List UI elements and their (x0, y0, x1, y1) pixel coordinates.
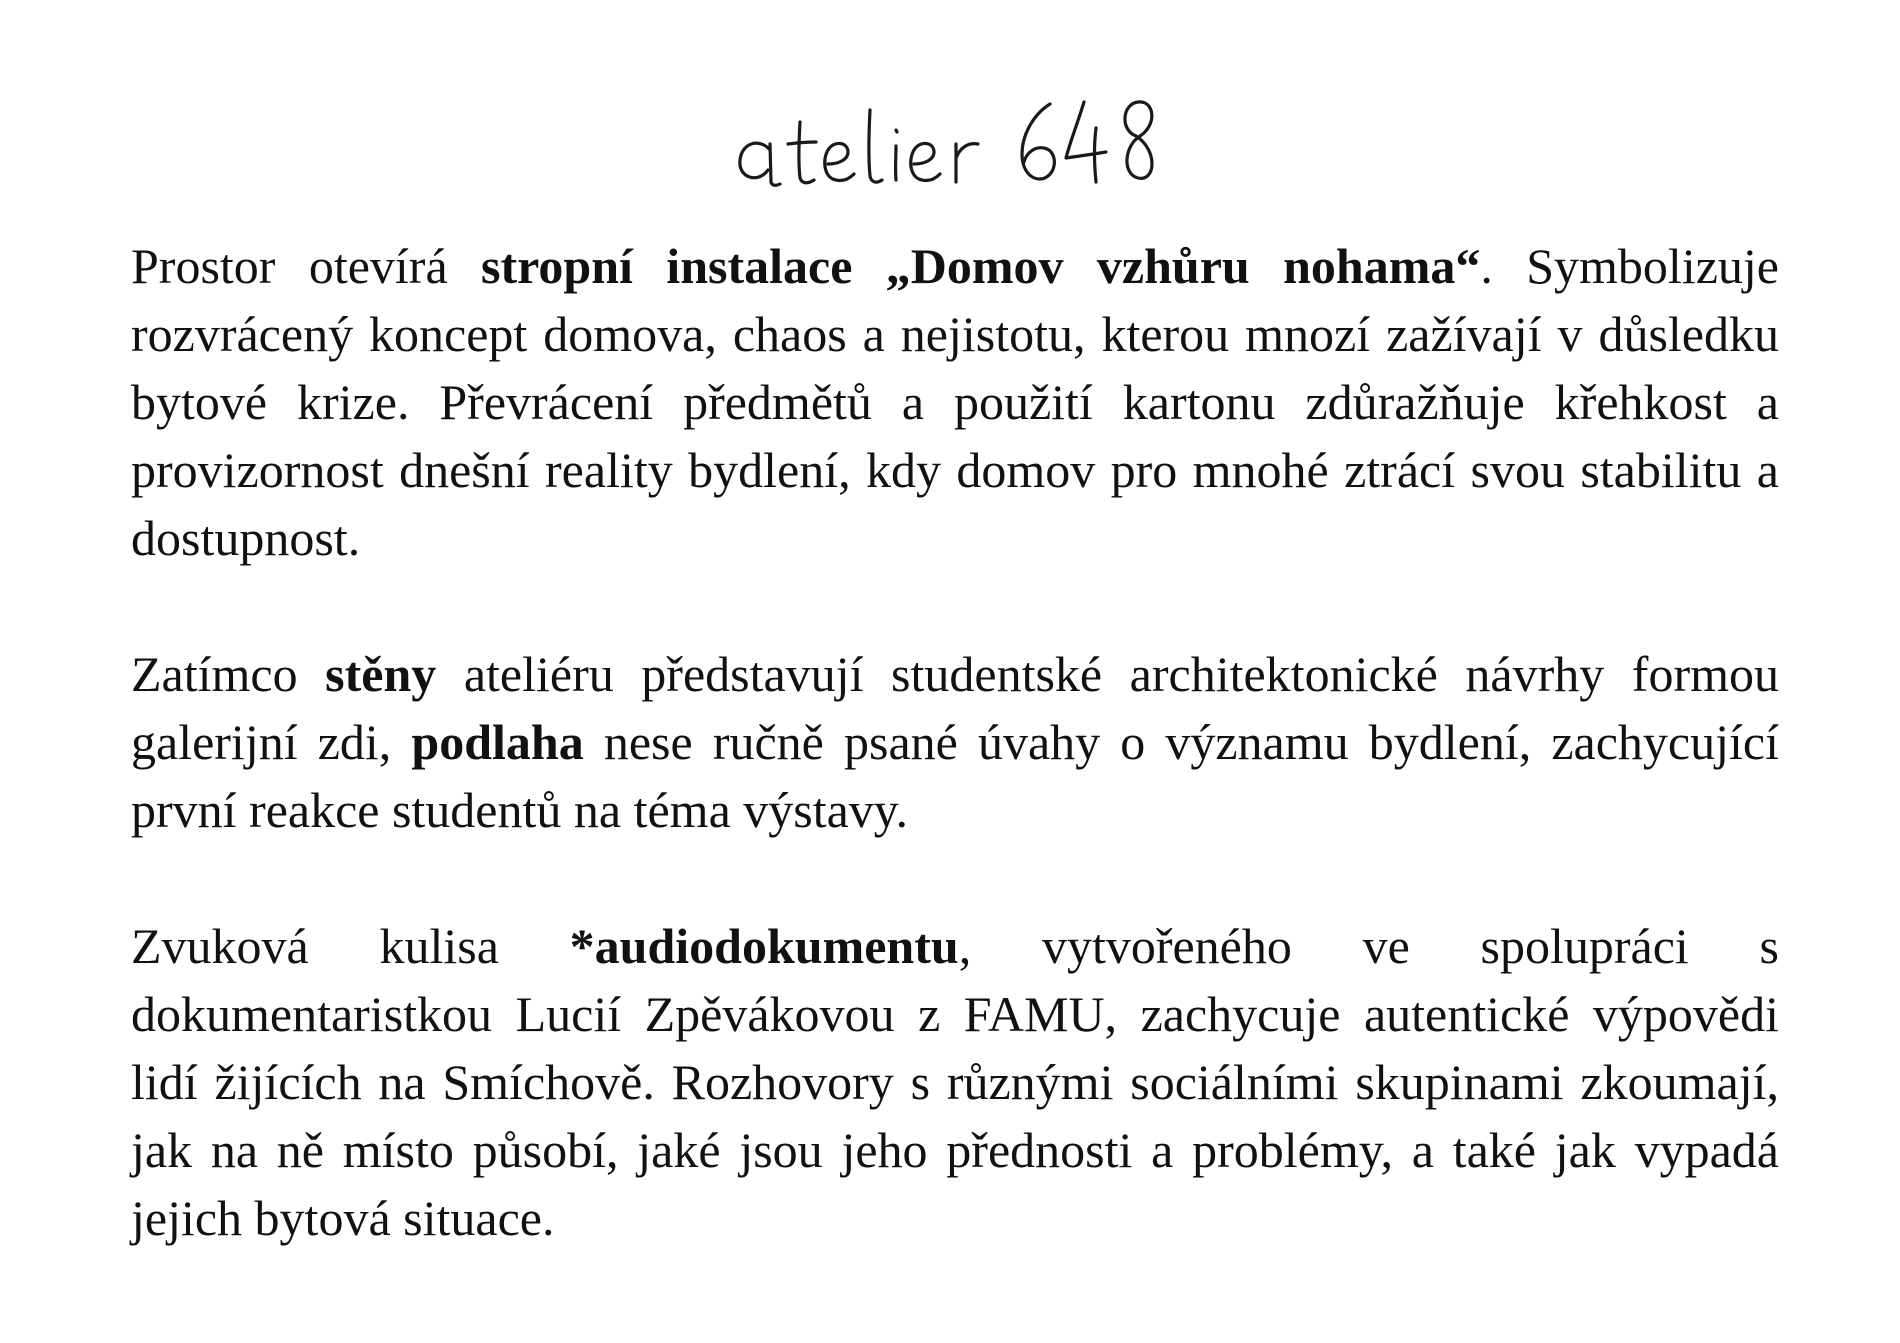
paragraph-3 (131, 912, 1779, 1252)
paragraph-1 (131, 232, 1779, 572)
paragraph-2 (131, 640, 1779, 844)
handwritten-logo-icon (730, 80, 1170, 200)
paragraph-2-text-2: ateliéru představují studentské architektonické návrhy formou galerijní zdi, (131, 646, 1779, 770)
paragraph-3-text-2: , vytvořeného ve spolupráci s dokumentaristkou Lucií Zpěvákovou z FAMU, zachycuje autentické výpovědi lidí žijících na Smíchově. Rozhovory s různými sociálními skupinami zkoumají, jak na ně místo působí, jaké jsou jeho přednosti a problémy, a také jak vypadá jejich bytová situace. (131, 918, 1780, 1246)
paragraph-2-text-1: Zatímco (131, 646, 326, 702)
atelier-logo (730, 80, 1170, 200)
paragraph-1-text-2: . Symbolizuje rozvrácený koncept domova, chaos a nejistotu, kterou mnozí zažívají v důsledku bytové krize. Převrácení předmětů a použití kartonu zdůražňuje křehkost a provizornost dnešní reality bydlení, kdy domov pro mnohé ztrácí svou stabilitu a dostupnost. (131, 238, 1779, 566)
paragraph-1-text-1: Prostor otevírá (131, 238, 482, 294)
paragraph-2-bold-1: stěny (325, 646, 437, 702)
paragraph-3-text-1: Zvuková kulisa (131, 918, 570, 974)
paragraph-3-bold-1: *audiodokumentu (569, 918, 959, 974)
paragraph-2-bold-2: podlaha (411, 714, 584, 770)
body-text (131, 232, 1779, 1320)
paragraph-1-bold-1: stropní instalace „Domov vzhůru nohama“ (481, 238, 1481, 294)
paragraph-2-text-3: nese ručně psané úvahy o významu bydlení, zachycující první reakce studentů na téma výstavy. (131, 714, 1779, 838)
